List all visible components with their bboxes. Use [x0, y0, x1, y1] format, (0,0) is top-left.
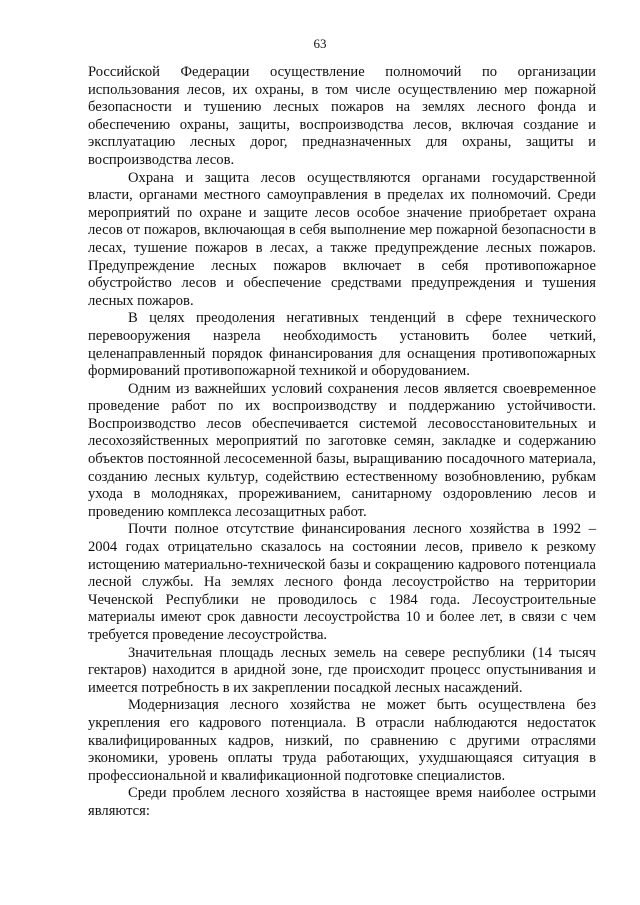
- paragraph-1: Российской Федерации осуществление полномочий по организации использования лесов, их охраны, в том числе осуществлению мер пожарной безопасности и тушению лесных пожаров на землях лесного фонда и обеспечению охраны, защиты, воспроизводства лесов, включая создание и эксплуатацию лесных дорог, предназначенных для охраны, защиты и воспроизводства лесов.: [88, 64, 596, 168]
- paragraph-8: Среди проблем лесного хозяйства в настоящее время наиболее острыми являются:: [88, 785, 596, 819]
- paragraph-6: Значительная площадь лесных земель на севере республики (14 тысяч гектаров) находится в аридной зоне, где происходит процесс опустынивания и имеется потребность в их закреплении посадкой лесных насаждений.: [88, 644, 596, 696]
- page-number: 63: [313, 36, 327, 51]
- document-body: [88, 64, 596, 821]
- paragraph-2: Охрана и защита лесов осуществляются органами государственной власти, органами местного самоуправления в пределах их полномочий. Среди мероприятий по охране и защите лесов особое значение приобретает охрана лесов от пожаров, включающая в себя выполнение мер пожарной безопасности в лесах, тушение пожаров в лесах, а также предупреждение лесных пожаров. Предупреждение лесных пожаров включает в себя противопожарное обустройство лесов и обеспечение средствами предупреждения и тушения лесных пожаров.: [88, 169, 596, 309]
- paragraph-7: Модернизация лесного хозяйства не может быть осуществлена без укрепления его кадрового потенциала. В отрасли наблюдаются недостаток квалифицированных кадров, низкий, по сравнению с другими отраслями экономики, уровень оплаты труда работающих, ухудшающаяся ситуация в профессиональной и квалификационной подготовке специалистов.: [88, 697, 596, 784]
- paragraph-5: Почти полное отсутствие финансирования лесного хозяйства в 1992 – 2004 годах отрицательно сказалось на состоянии лесов, привело к резкому истощению материально-технической базы и сокращению кадрового потенциала лесной службы. На землях лесного фонда лесоустройство на территории Чеченской Республики не проводилось с 1984 года. Лесоустроительные материалы имеют срок давности лесоустройства 10 и более лет, в связи с чем требуется проведение лесоустройства.: [88, 521, 596, 643]
- paragraph-3: В целях преодоления негативных тенденций в сфере технического перевооружения назрела необходимость установить более четкий, целенаправленный порядок финансирования для оснащения противопожарных формирований противопожарной техникой и оборудованием.: [88, 310, 596, 380]
- paragraph-4: Одним из важнейших условий сохранения лесов является своевременное проведение работ по их воспроизводству и поддержанию устойчивости. Воспроизводство лесов обеспечивается системой лесовосстановительных и лесохозяйственных мероприятий по заготовке семян, закладке и содержанию объектов постоянной лесосеменной базы, выращиванию посадочного материала, созданию лесных культур, содействию естественному возобновлению, рубкам ухода в молодняках, прореживанием, санитарному оздоровлению лесов и проведению комплекса лесозащитных работ.: [88, 380, 596, 520]
